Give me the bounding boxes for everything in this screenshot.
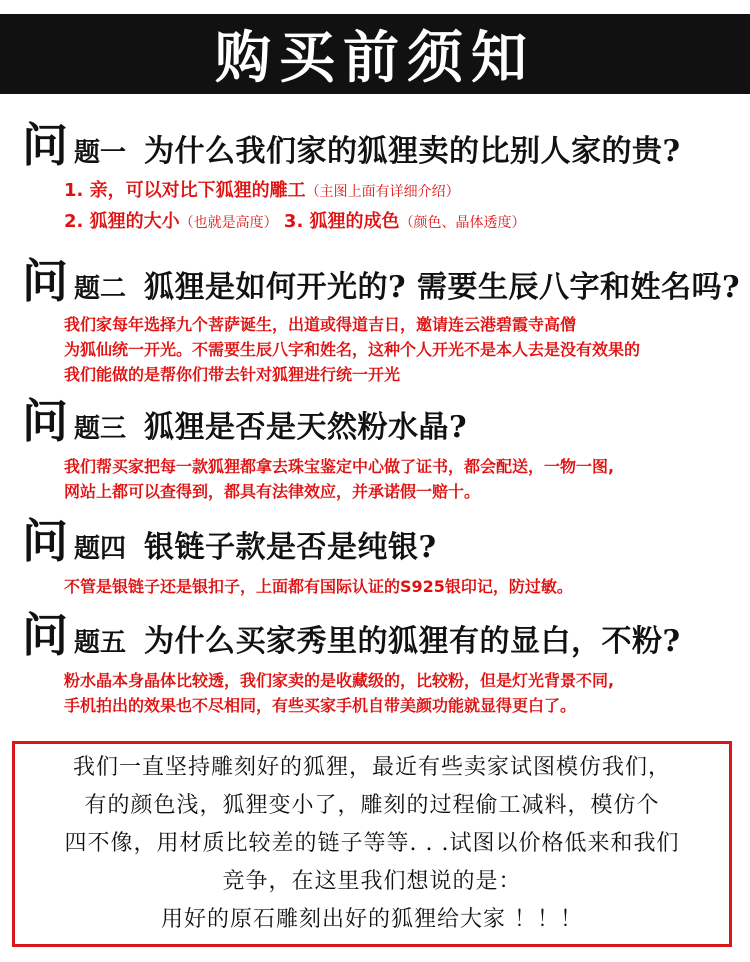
title-banner bbox=[0, 14, 750, 94]
question-mark-char: 问 bbox=[22, 118, 68, 172]
answer-line: 粉水晶本身晶体比较透，我们家卖的是收藏级的，比较粉，但是灯光背景不同, bbox=[64, 671, 615, 690]
question-text: 狐狸是如何开光的? 需要生辰八字和姓名吗? bbox=[144, 270, 741, 305]
question-text: 银链子款是否是纯银? bbox=[144, 530, 437, 565]
question-number: 题五 bbox=[74, 628, 127, 658]
faq-item-5 bbox=[22, 608, 737, 718]
answer-line: 网站上都可以查得到，都具有法律效应，并承诺假一赔十。 bbox=[64, 482, 481, 501]
faq-item-4 bbox=[22, 514, 737, 599]
notice-line: 用好的原石雕刻出好的狐狸给大家 ！！！ bbox=[161, 907, 583, 932]
answer-line: 手机拍出的效果也不尽相同，有些买家手机自带美颜功能就显得更白了。 bbox=[64, 696, 577, 715]
question-mark-char: 问 bbox=[22, 394, 68, 448]
question-number: 题三 bbox=[74, 414, 127, 444]
notice-line: 四不像，用材质比较差的链子等等. . .试图以价格低来和我们 bbox=[64, 831, 680, 856]
question-heading bbox=[22, 394, 737, 448]
question-mark-char: 问 bbox=[22, 514, 68, 568]
answer-line: 我们家每年选择九个菩萨诞生，出道或得道吉日，邀请连云港碧霞寺高僧 bbox=[64, 315, 577, 334]
answer-line: 我们帮买家把每一款狐狸都拿去珠宝鉴定中心做了证书，都会配送，一物一图, bbox=[64, 457, 615, 476]
answer-line: 我们能做的是帮你们带去针对狐狸进行统一开光 bbox=[64, 365, 401, 384]
notice-box bbox=[12, 741, 732, 947]
question-mark-char: 问 bbox=[22, 608, 68, 662]
question-text: 狐狸是否是天然粉水晶? bbox=[144, 410, 468, 445]
answer-line: 为狐仙统一开光。不需要生辰八字和姓名，这种个人开光不是本人去是没有效果的 bbox=[64, 340, 641, 359]
question-heading bbox=[22, 118, 737, 172]
question-mark-char: 问 bbox=[22, 254, 68, 308]
notice-line: 竞争，在这里我们想说的是： bbox=[222, 869, 522, 894]
question-heading bbox=[22, 514, 737, 568]
question-heading bbox=[22, 608, 737, 662]
question-heading bbox=[22, 254, 741, 308]
question-number: 题二 bbox=[74, 274, 127, 304]
question-number: 题一 bbox=[74, 138, 127, 168]
answer-line: 不管是银链子还是银扣子，上面都有国际认证的S925银印记，防过敏。 bbox=[64, 577, 573, 596]
page-title: 购买前须知 bbox=[215, 25, 535, 91]
notice-line: 我们一直坚持雕刻好的狐狸，最近有些卖家试图模仿我们， bbox=[72, 755, 671, 780]
answer-line: 1. 亲，可以对比下狐狸的雕工（主图上面有详细介绍） bbox=[64, 180, 460, 201]
faq-item-2 bbox=[22, 254, 741, 387]
faq-item-1 bbox=[22, 118, 737, 238]
question-number: 题四 bbox=[74, 534, 127, 564]
faq-item-3 bbox=[22, 394, 737, 504]
question-text: 为什么我们家的狐狸卖的比别人家的贵? bbox=[144, 134, 681, 169]
notice-line: 有的颜色浅，狐狸变小了，雕刻的过程偷工减料，模仿个 bbox=[84, 793, 660, 818]
question-text: 为什么买家秀里的狐狸有的显白，不粉? bbox=[144, 624, 681, 659]
answer-line: 2. 狐狸的大小（也就是高度） 3. 狐狸的成色（颜色、晶体透度） bbox=[64, 211, 526, 232]
